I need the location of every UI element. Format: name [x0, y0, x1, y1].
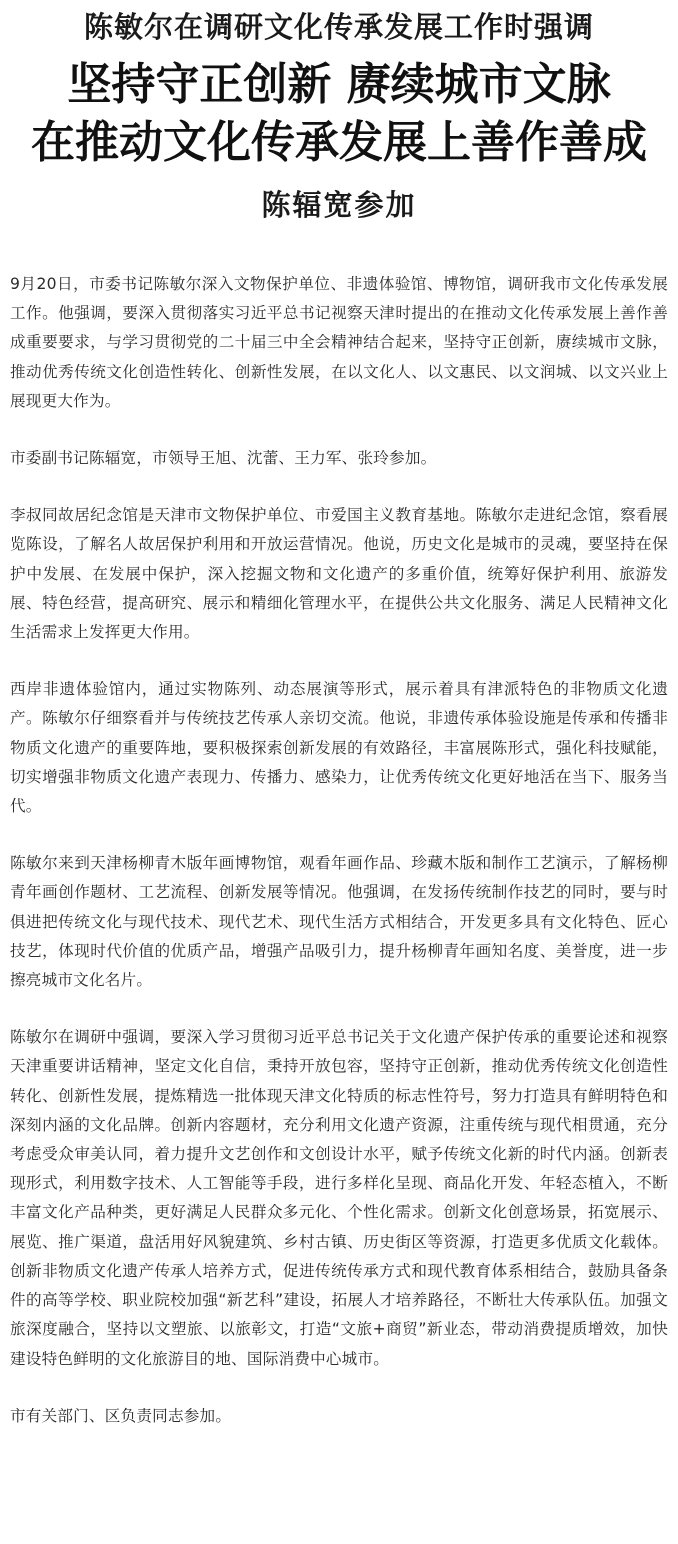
paragraph-4: 西岸非遗体验馆内，通过实物陈列、动态展演等形式，展示着具有津派特色的非物质文化遗产。陈敏尔仔细察看并与传统技艺传承人亲切交流。他说，非遗传承体验设施是传承和传播非物质文化遗产的重要阵地，要积极探索创新发展的有效路径，丰富展陈形式，强化科技赋能，切实增强非物质文化遗产表现力、传播力、感染力，让优秀传统文化更好地活在当下、服务当代。	[10, 680, 668, 816]
article-body	[10, 270, 668, 1459]
paragraph-1: 9月20日，市委书记陈敏尔深入文物保护单位、非遗体验馆、博物馆，调研我市文化传承发展工作。他强调，要深入贯彻落实习近平总书记视察天津时提出的在推动文化传承发展上善作善成重要要求，与学习贯彻党的二十届三中全会精神结合起来，坚持守正创新，赓续城市文脉，推动优秀传统文化创造性转化、创新性发展，在以文化人、以文惠民、以文润城、以文兴业上展现更大作为。	[10, 275, 668, 410]
subtitle: 陈辐宽参加	[261, 188, 417, 222]
main-title-line-2: 在推动文化传承发展上善作善成	[31, 117, 647, 168]
paragraph-2: 市委副书记陈辐宽，市领导王旭、沈蕾、王力军、张玲参加。	[10, 449, 437, 468]
paragraph-7: 市有关部门、区负责同志参加。	[10, 1406, 232, 1425]
main-title-line-1: 坚持守正创新 赓续城市文脉	[67, 59, 611, 110]
paragraph-3: 李叔同故居纪念馆是天津市文物保护单位、市爱国主义教育基地。陈敏尔走进纪念馆，察看展览陈设，了解名人故居保护利用和开放运营情况。他说，历史文化是城市的灵魂，要坚持在保护中发展、在发展中保护，深入挖掘文物和文化遗产的多重价值，统筹好保护利用、旅游发展、特色经营，提高研究、展示和精细化管理水平，在提供公共文化服务、满足人民精神文化生活需求上发挥更大作用。	[10, 506, 668, 642]
kicker-headline: 陈敏尔在调研文化传承发展工作时强调	[83, 10, 594, 44]
paragraph-5: 陈敏尔来到天津杨柳青木版年画博物馆，观看年画作品、珍藏木版和制作工艺演示，了解杨柳青年画创作题材、工艺流程、创新发展等情况。他强调，在发扬传统制作技艺的同时，要与时俱进把传统文化与现代技术、现代艺术、现代生活方式相结合，开发更多具有文化特色、匠心技艺，体现时代价值的优质产品，增强产品吸引力，提升杨柳青年画知名度、美誉度，进一步擦亮城市文化名片。	[10, 854, 668, 990]
paragraph-6: 陈敏尔在调研中强调，要深入学习贯彻习近平总书记关于文化遗产保护传承的重要论述和视察天津重要讲话精神，坚定文化自信，秉持开放包容，坚持守正创新，推动优秀传统文化创造性转化、创新性发展，提炼精选一批体现天津文化特质的标志性符号，努力打造具有鲜明特色和深刻内涵的文化品牌。创新内容题材，充分利用文化遗产资源，注重传统与现代相贯通，充分考虑受众审美认同，着力提升文艺创作和文创设计水平，赋予传统文化新的时代内涵。创新表现形式，利用数字技术、人工智能等手段，进行多样化呈现、商品化开发、年轻态植入，不断丰富文化产品种类，更好满足人民群众多元化、个性化需求。创新文化创意场景，拓宽展示、展览、推广渠道，盘活用好风貌建筑、乡村古镇、历史街区等资源，打造更多优质文化载体。创新非物质文化遗产传承人培养方式，促进传统传承方式和现代教育体系相结合，鼓励具备条件的高等学校、职业院校加强“新艺科”建设，拓展人才培养路径，不断壮大传承队伍。加强文旅深度融合，坚持以文塑旅、以旅彰文，打造“文旅+商贸”新业态，带动消费提质增效，加快建设特色鲜明的文化旅游目的地、国际消费中心城市。	[10, 1028, 668, 1368]
